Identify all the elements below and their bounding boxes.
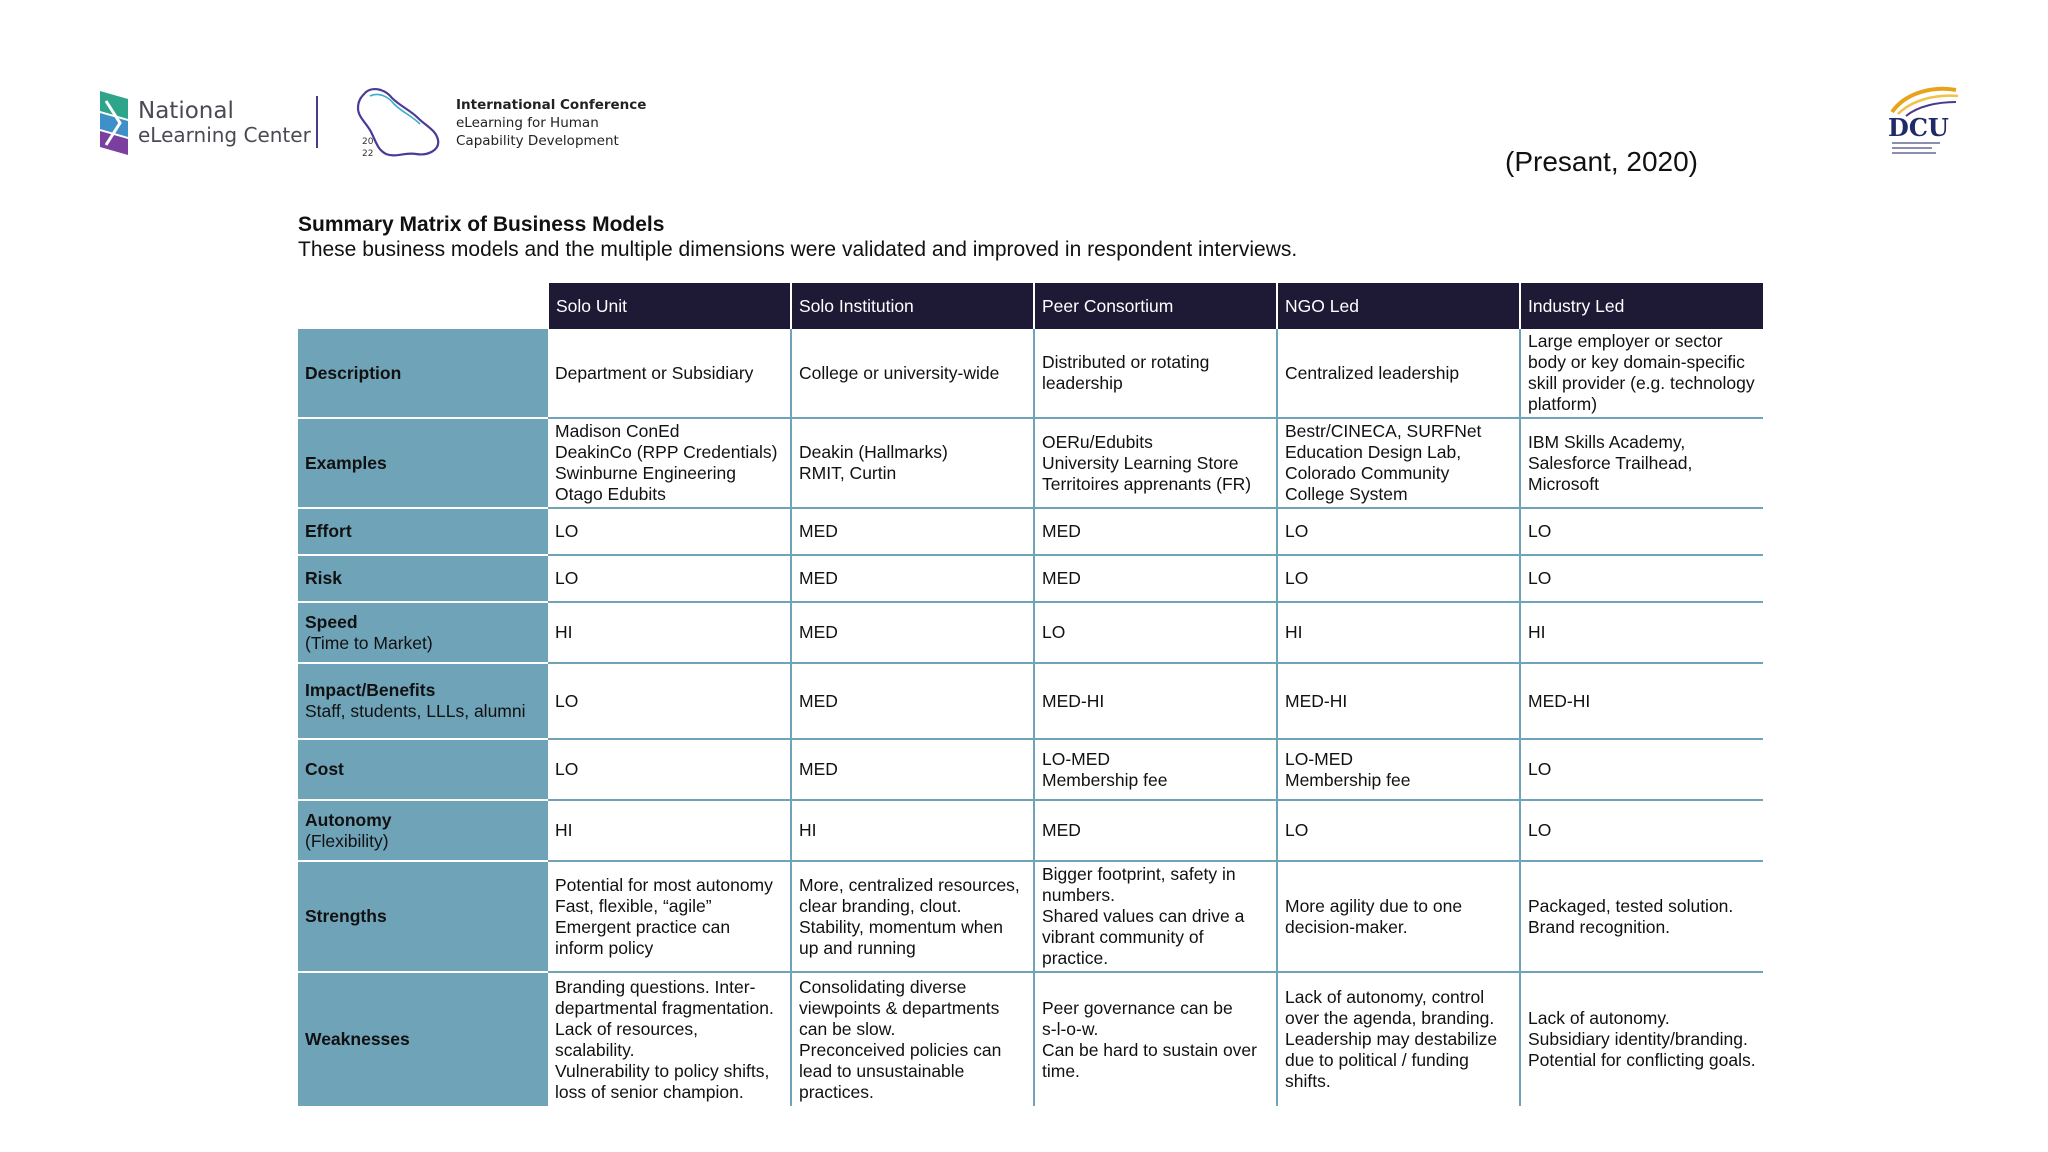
table-cell: LO <box>1520 508 1763 555</box>
column-header: Solo Institution <box>791 283 1034 329</box>
row-header <box>298 739 548 800</box>
row-header <box>298 329 548 418</box>
table-row <box>298 972 1763 1106</box>
row-header-label: Speed <box>305 611 358 632</box>
table-cell: MED <box>1034 555 1277 602</box>
table-cell: HI <box>548 800 791 861</box>
table-cell: LO-MED Membership fee <box>1277 739 1520 800</box>
row-header-sublabel: (Time to Market) <box>305 632 433 653</box>
row-header-label: Effort <box>305 521 352 541</box>
table-cell: OERu/Edubits University Learning Store Territoires apprenants (FR) <box>1034 418 1277 508</box>
table-cell: HI <box>548 602 791 663</box>
table-cell: Distributed or rotating leadership <box>1034 329 1277 418</box>
table-cell: LO <box>1034 602 1277 663</box>
table-cell: Peer governance can be s-l-o-w. Can be hard to sustain over time. <box>1034 972 1277 1106</box>
dcu-logo <box>1884 84 1964 160</box>
table-cell: Lack of autonomy, control over the agenda, branding. Leadership may destabilize due to political / funding shifts. <box>1277 972 1520 1106</box>
row-header-label: Weaknesses <box>305 1029 410 1049</box>
conference-line2: eLearning for Human <box>456 115 599 131</box>
table-row <box>298 663 1763 739</box>
table-cell: MED-HI <box>1034 663 1277 739</box>
conference-logo <box>352 84 646 162</box>
row-header-label: Risk <box>305 568 342 588</box>
table-cell: Bestr/CINECA, SURFNet Education Design Lab, Colorado Community College System <box>1277 418 1520 508</box>
logo-national-line1: National <box>138 98 234 124</box>
table-row <box>298 602 1763 663</box>
table-cell: Madison ConEd DeakinCo (RPP Credentials) Swinburne Engineering Otago Edubits <box>548 418 791 508</box>
table-row <box>298 329 1763 418</box>
row-header <box>298 861 548 972</box>
national-elearning-center-logo <box>98 88 311 158</box>
table-cell: LO <box>1520 800 1763 861</box>
column-header: NGO Led <box>1277 283 1520 329</box>
table-cell: LO-MED Membership fee <box>1034 739 1277 800</box>
citation: (Presant, 2020) <box>1505 146 1698 177</box>
table-cell: LO <box>1520 555 1763 602</box>
table-cell: MED <box>791 508 1034 555</box>
table-cell: MED <box>791 663 1034 739</box>
table-cell: Department or Subsidiary <box>548 329 791 418</box>
row-header <box>298 972 548 1106</box>
column-header: Industry Led <box>1520 283 1763 329</box>
conference-line3: Capability Development <box>456 133 619 149</box>
table-cell: MED <box>1034 800 1277 861</box>
table-cell: LO <box>548 508 791 555</box>
business-models-matrix <box>298 283 1763 1106</box>
table-cell: HI <box>791 800 1034 861</box>
row-header <box>298 602 548 663</box>
logo-year-bottom: 22 <box>362 149 374 159</box>
table-cell: College or university-wide <box>791 329 1034 418</box>
column-header: Solo Unit <box>548 283 791 329</box>
table-row <box>298 739 1763 800</box>
table-cell: Large employer or sector body or key domain-specific skill provider (e.g. technology platform) <box>1520 329 1763 418</box>
table-cell: Deakin (Hallmarks) RMIT, Curtin <box>791 418 1034 508</box>
table-cell: More, centralized resources, clear branding, clout. Stability, momentum when up and running <box>791 861 1034 972</box>
column-header: Peer Consortium <box>1034 283 1277 329</box>
table-cell: Bigger footprint, safety in numbers. Shared values can drive a vibrant community of practice. <box>1034 861 1277 972</box>
table-cell: Packaged, tested solution. Brand recognition. <box>1520 861 1763 972</box>
table-cell: MED <box>1034 508 1277 555</box>
page-title: Summary Matrix of Business Models <box>298 213 665 236</box>
table-cell: LO <box>1520 739 1763 800</box>
row-header <box>298 418 548 508</box>
table-row <box>298 508 1763 555</box>
table-cell: Potential for most autonomy Fast, flexible, “agile” Emergent practice can inform policy <box>548 861 791 972</box>
table-cell: Lack of autonomy. Subsidiary identity/branding. Potential for conflicting goals. <box>1528 1008 1756 1070</box>
table-cell: MED-HI <box>1520 663 1763 739</box>
table-row <box>298 418 1763 508</box>
row-header-sublabel: (Flexibility) <box>305 830 389 851</box>
table-cell: HI <box>1277 602 1520 663</box>
table-row <box>298 800 1763 861</box>
table-cell: Branding questions. Inter- departmental fragmentation. Lack of resources, scalability. Vulnerability to policy shifts, loss of senior champion. <box>548 972 791 1106</box>
row-header-label: Autonomy <box>305 809 392 830</box>
national-elearning-emblem-icon <box>98 89 130 157</box>
table-cell: LO <box>548 663 791 739</box>
logo-divider <box>316 96 318 148</box>
row-header-label: Description <box>305 362 402 383</box>
row-header-sublabel: Staff, students, LLLs, alumni <box>305 701 526 721</box>
page-subtitle: These business models and the multiple dimensions were validated and improved in respondent interviews. <box>298 238 1298 261</box>
table-cell: More agility due to one decision-maker. <box>1277 861 1520 972</box>
table-cell: LO <box>548 739 791 800</box>
dcu-abbr: DCU <box>1888 113 1949 142</box>
table-cell: MED <box>791 555 1034 602</box>
row-header <box>298 555 548 602</box>
table-row <box>298 861 1763 972</box>
matrix-header-row <box>298 283 1763 329</box>
table-cell: MED <box>791 602 1034 663</box>
table-cell: HI <box>1520 602 1763 663</box>
table-cell: IBM Skills Academy, Salesforce Trailhead, Microsoft <box>1520 418 1763 508</box>
row-header-label: Cost <box>305 759 344 779</box>
saudi-map-outline-icon <box>352 84 442 162</box>
table-cell: MED-HI <box>1277 663 1520 739</box>
row-header-label: Examples <box>305 452 387 473</box>
conference-line1: International Conference <box>456 97 647 113</box>
row-header-label: Impact/Benefits <box>305 680 436 700</box>
table-cell: Consolidating diverse viewpoints & departments can be slow. Preconceived policies can lead to unsustainable practices. <box>791 972 1034 1106</box>
table-cell: MED <box>791 739 1034 800</box>
row-header <box>298 663 548 739</box>
logo-national-line2: eLearning Center <box>138 123 311 147</box>
table-cell: LO <box>1277 508 1520 555</box>
row-header-label: Strengths <box>305 906 387 926</box>
table-cell: Centralized leadership <box>1277 329 1520 418</box>
logo-year-top: 20 <box>362 137 374 147</box>
row-header <box>298 800 548 861</box>
table-row <box>298 555 1763 602</box>
matrix-body <box>298 329 1763 1106</box>
row-header <box>298 508 548 555</box>
table-cell: LO <box>1277 800 1520 861</box>
table-cell: LO <box>1277 555 1520 602</box>
table-cell: LO <box>548 555 791 602</box>
matrix-corner-cell <box>298 283 548 329</box>
